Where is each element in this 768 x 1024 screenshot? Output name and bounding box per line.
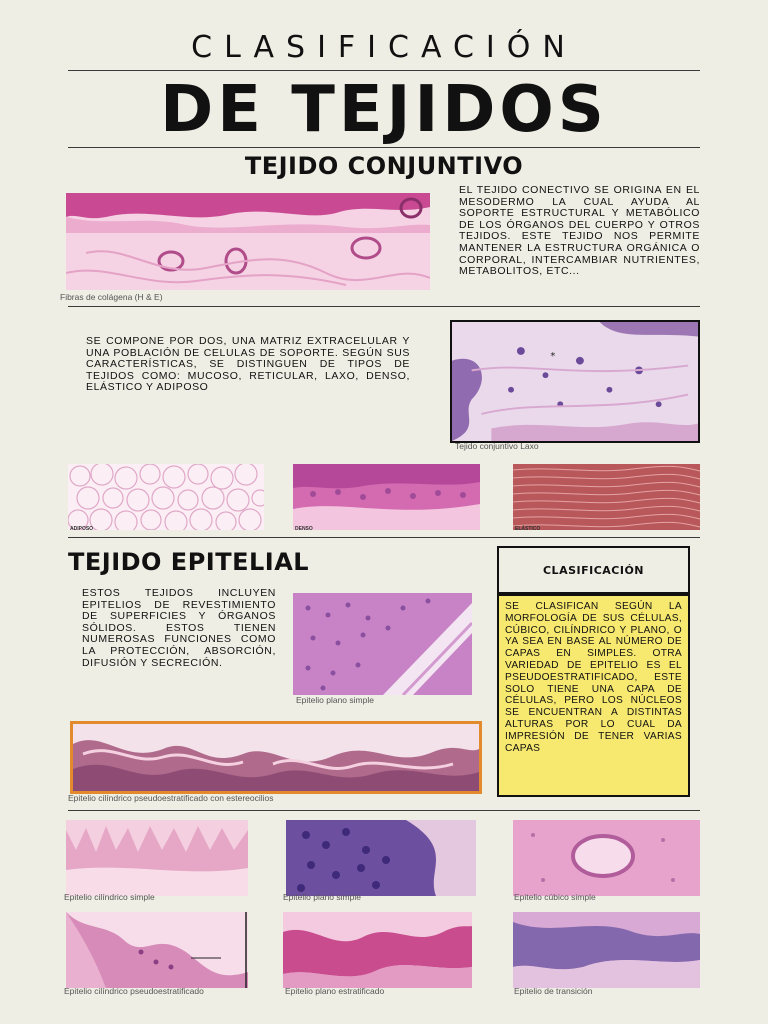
- image-adiposo: [68, 464, 264, 530]
- classification-box-header: [497, 546, 690, 594]
- image-fibras-colagena: [66, 193, 430, 290]
- classification-box-text: SE CLASIFICAN SEGÚN LA MORFOLOGÍA DE SUS CÉLULAS, CÚBICO, CILÍNDRICO Y PLANO, O YA SEA EN BASE AL NÚMERO DE CAPAS EN SIMPLES. OTRA VARIEDAD DE EPITELIO ES EL PSEUDOESTRATIFICADO, ESTE SOLO TIENE UNA CAPA DE CÉLULAS, PERO LOS NÚCLEOS SE ENCUENTRAN A DISTINTAS ALTURAS POR LO CUAL DA IMPRESIÓN DE TENER VARIAS CAPAS: [505, 601, 682, 754]
- classification-box-body: [497, 594, 690, 797]
- conjuntivo-composition-text: SE COMPONE POR DOS, UNA MATRIZ EXTRACELULAR Y UNA POBLACIÓN DE CELULAS DE SOPORTE. SEGÚN SUS CARACTERÍSTICAS, SE DISTINGUEN DE TIPOS DE TEJIDOS COMO: MUCOSO, RETICULAR, LAXO, DENSO, ELÁSTICO Y ADIPOSO: [86, 335, 410, 394]
- divider: [68, 537, 700, 538]
- image-transicion: [513, 912, 700, 988]
- caption-gallery-1: Epitelio cilíndrico simple: [64, 892, 155, 902]
- page-title: DE TEJIDOS: [160, 73, 608, 147]
- caption-adiposo: ADIPOSO: [70, 526, 94, 532]
- divider: [68, 810, 700, 811]
- divider: [68, 306, 700, 307]
- caption-fibras: Fibras de colágena (H & E): [60, 292, 163, 302]
- image-tejido-laxo: [450, 320, 700, 443]
- divider: [68, 147, 700, 148]
- caption-denso: DENSO: [295, 526, 313, 532]
- image-elastico: [513, 464, 700, 530]
- image-cubico-simple: [513, 820, 700, 896]
- divider: [68, 70, 700, 71]
- caption-epitelio-plano: Epitelio plano simple: [296, 695, 374, 705]
- conjuntivo-intro-text: EL TEJIDO CONECTIVO SE ORIGINA EN EL MESODERMO LA CUAL AYUDA AL SOPORTE ESTRUCTURAL Y METABÓLICO DE LOS ÓRGANOS DEL CUERPO Y OTROS TEJIDOS. ESTE TEJIDO NOS PERMITE MANTENER LA ESTRUCTURA ORGÁNICA O CORPORAL, INTERCAMBIAR NUTRIENTES, METABOLITOS, ETC...: [459, 184, 700, 278]
- image-plano-estratificado: [283, 912, 472, 988]
- image-cilindrico-simple: [66, 820, 248, 896]
- caption-gallery-6: Epitelio de transición: [514, 986, 593, 996]
- image-epitelio-plano: [293, 593, 472, 695]
- caption-laxo: Tejido conjuntivo Laxo: [455, 441, 539, 451]
- section-title-epitelial: TEJIDO EPITELIAL: [68, 548, 310, 576]
- svg-text:*: *: [550, 350, 556, 362]
- section-title-conjuntivo: TEJIDO CONJUNTIVO: [244, 152, 524, 180]
- image-denso: [293, 464, 480, 530]
- caption-gallery-5: Epitelio plano estratificado: [285, 986, 385, 996]
- image-cilindrico-pseudoestratificado: [66, 912, 248, 988]
- classification-box-title: CLASIFICACIÓN: [542, 563, 645, 577]
- caption-gallery-4: Epitelio cilíndrico pseudoestratificado: [64, 986, 204, 996]
- image-pseudoestratificado-estereocilios: [70, 721, 482, 794]
- caption-elastico: ELÁSTICO: [515, 526, 541, 532]
- page-subtitle: CLASIFICACIÓN: [191, 30, 577, 65]
- caption-pseudoestratificado-estereocilios: Epitelio cilíndrico pseudoestratificado con estereocilios: [68, 793, 274, 803]
- epitelial-intro-text: ESTOS TEJIDOS INCLUYEN EPITELIOS DE REVESTIMIENTO DE SUPERFICIES Y ÓRGANOS SÓLIDOS. ESTOS TIENEN NUMEROSAS FUNCIONES COMO LA PROTECCIÓN, ABSORCIÓN, DIFUSIÓN Y SECRECIÓN.: [82, 587, 276, 669]
- caption-gallery-2: Epitelio plano simple: [283, 892, 361, 902]
- image-plano-simple-2: [286, 820, 476, 896]
- caption-gallery-3: Epitelio cúbico simple: [514, 892, 596, 902]
